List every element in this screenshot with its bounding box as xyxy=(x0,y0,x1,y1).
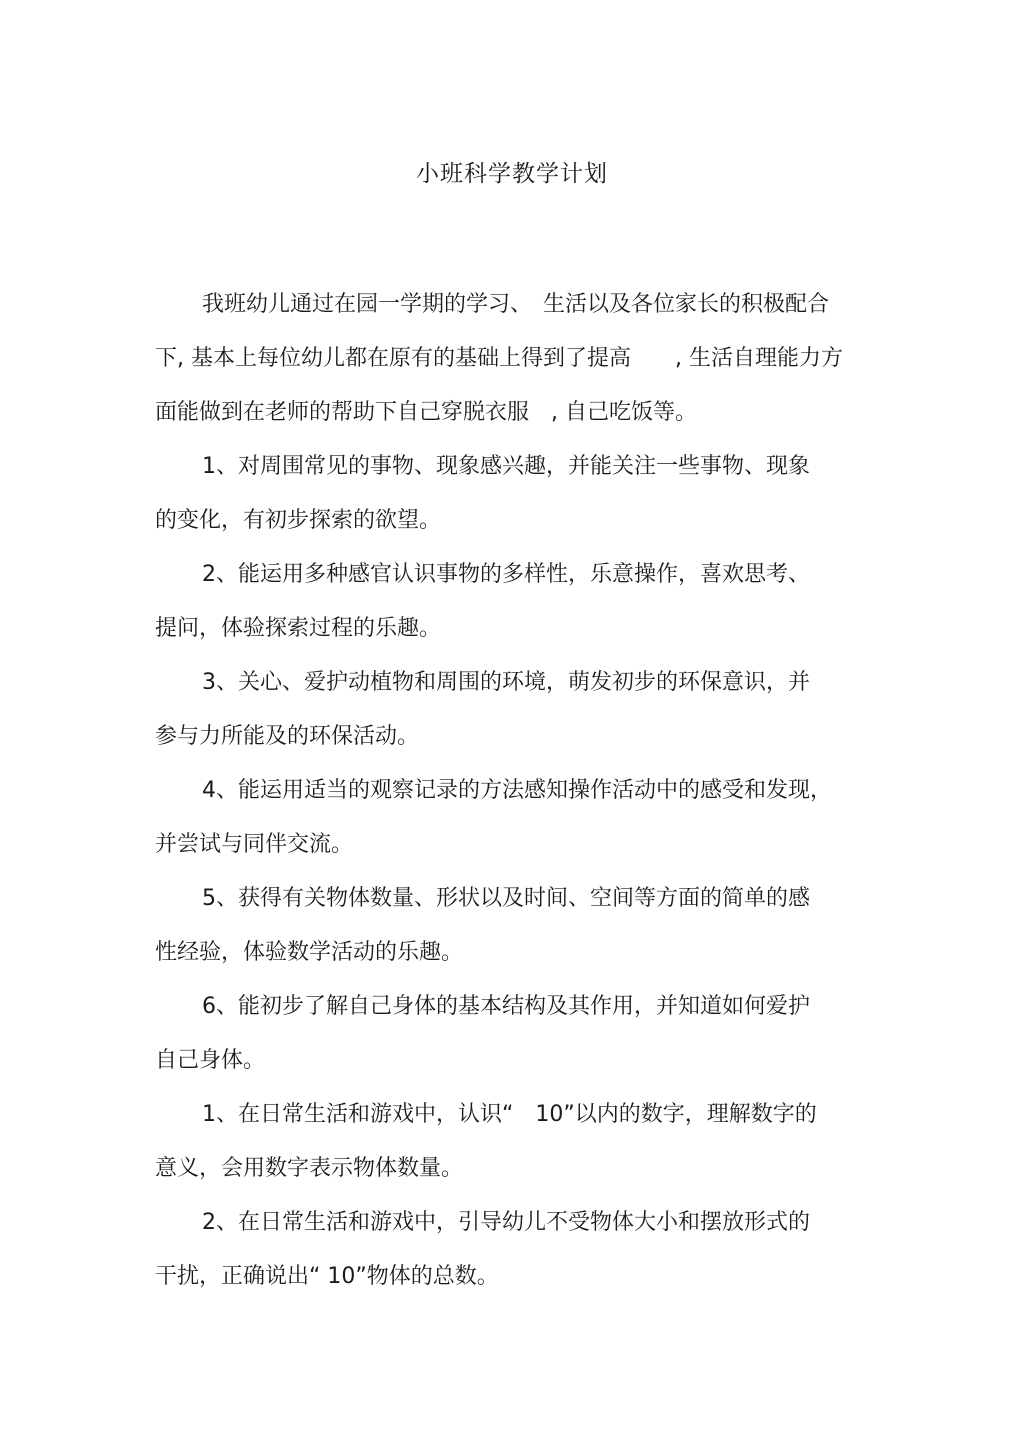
page-title: 小班科学教学计划 xyxy=(416,161,608,187)
list-item-line: 2、在日常生活和游戏中，引导幼儿不受物体大小和摆放形式的 xyxy=(202,1210,810,1235)
list-item-line: 干扰，正确说出“ 10”物体的总数。 xyxy=(155,1264,499,1289)
list-item-line: 意义，会用数字表示物体数量。 xyxy=(155,1156,464,1181)
paragraph-line: 下, 基本上每位幼儿都在原有的基础上得到了提高 , 生活自理能力方 xyxy=(155,346,843,371)
paragraph-line: 面能做到在老师的帮助下自己穿脱衣服 , 自己吃饭等。 xyxy=(155,400,697,425)
list-item-line: 1、对周围常见的事物、现象感兴趣，并能关注一些事物、现象 xyxy=(202,454,810,479)
list-item-line: 性经验，体验数学活动的乐趣。 xyxy=(155,940,464,965)
list-item-line: 的变化，有初步探索的欲望。 xyxy=(155,508,442,533)
list-item-line: 5、获得有关物体数量、形状以及时间、空间等方面的简单的感 xyxy=(202,886,810,911)
list-item-line: 参与力所能及的环保活动。 xyxy=(155,724,420,749)
list-item-line: 自己身体。 xyxy=(155,1048,266,1073)
list-item-line: 4、能运用适当的观察记录的方法感知操作活动中的感受和发现， xyxy=(202,778,832,803)
paragraph-line: 我班幼儿通过在园一学期的学习、 生活以及各位家长的积极配合 xyxy=(202,292,830,317)
list-item-line: 2、能运用多种感官认识事物的多样性，乐意操作，喜欢思考、 xyxy=(202,562,810,587)
list-item-line: 3、关心、爱护动植物和周围的环境，萌发初步的环保意识，并 xyxy=(202,670,810,695)
list-item-line: 并尝试与同伴交流。 xyxy=(155,832,354,857)
list-item-line: 6、能初步了解自己身体的基本结构及其作用，并知道如何爱护 xyxy=(202,994,810,1019)
list-item-line: 1、在日常生活和游戏中，认识“ 10”以内的数字，理解数字的 xyxy=(202,1102,817,1127)
list-item-line: 提问，体验探索过程的乐趣。 xyxy=(155,616,442,641)
